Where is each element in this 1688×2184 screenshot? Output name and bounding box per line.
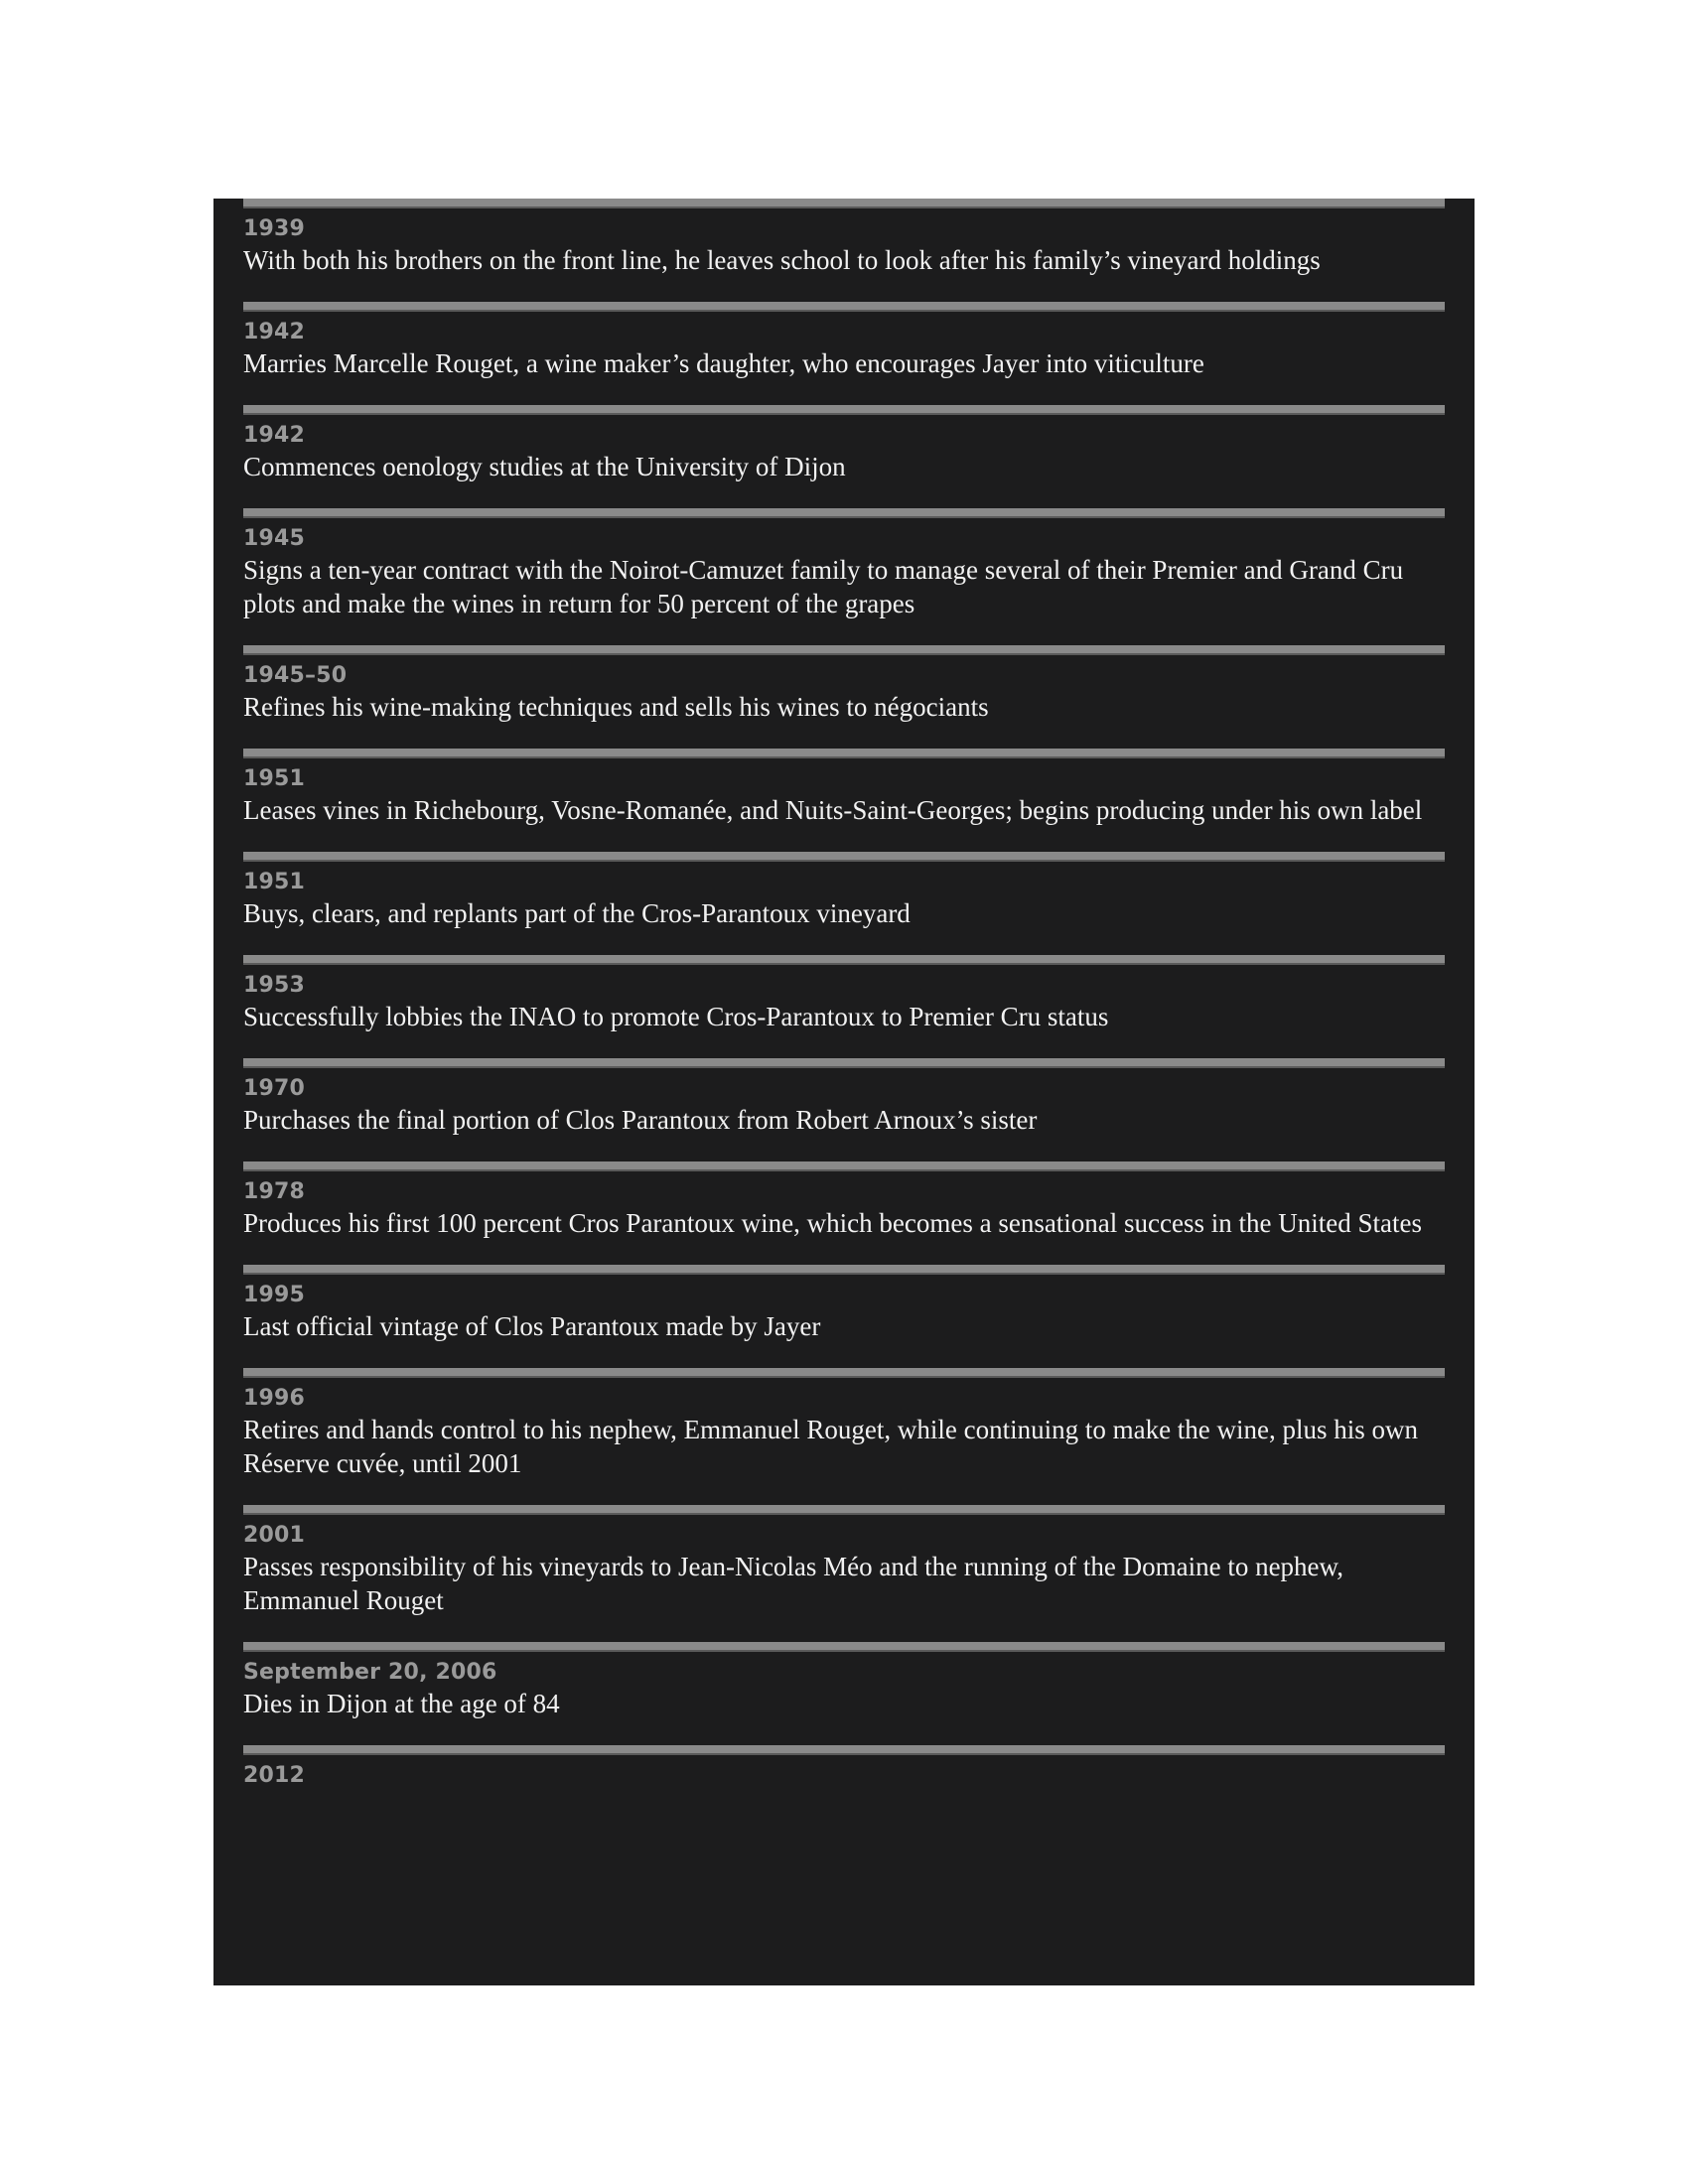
entry-date: 2001 — [243, 1523, 306, 1548]
entry-date: 1953 — [243, 973, 306, 998]
entry-text: Dies in Dijon at the age of 84 — [243, 1689, 560, 1718]
entry-text: With both his brothers on the front line, he leaves school to look after his family’s vineyard holdings — [243, 245, 1321, 275]
timeline-entry — [243, 508, 1445, 620]
timeline-panel — [213, 199, 1475, 1985]
timeline-entry — [243, 1745, 1445, 1790]
timeline-entry — [243, 645, 1445, 724]
entry-text: Marries Marcelle Rouget, a wine maker’s daughter, who encourages Jayer into viticulture — [243, 348, 1204, 378]
timeline-entry — [243, 405, 1445, 483]
entry-text: Leases vines in Richebourg, Vosne-Romanée, and Nuits-Saint-Georges; begins producing under his own label — [243, 795, 1423, 825]
timeline-entry — [243, 199, 1445, 277]
timeline-entry — [243, 1368, 1445, 1480]
timeline-entry — [243, 1642, 1445, 1720]
timeline-entry — [243, 1505, 1445, 1617]
entry-date: 1978 — [243, 1179, 306, 1204]
timeline-entry — [243, 852, 1445, 930]
timeline-entry — [243, 1058, 1445, 1137]
timeline-entry — [243, 1265, 1445, 1343]
entry-text: Buys, clears, and replants part of the Cros-Parantoux vineyard — [243, 898, 911, 928]
timeline-list — [243, 199, 1445, 1815]
entry-date: 1942 — [243, 423, 306, 448]
entry-date: 1996 — [243, 1386, 306, 1411]
timeline-entry — [243, 302, 1445, 380]
entry-text: Refines his wine-making techniques and sells his wines to négociants — [243, 692, 989, 722]
entry-date: 1951 — [243, 870, 306, 894]
entry-text: Produces his first 100 percent Cros Parantoux wine, which becomes a sensational success in the United States — [243, 1208, 1422, 1238]
timeline-entry — [243, 749, 1445, 827]
entry-date: September 20, 2006 — [243, 1660, 497, 1685]
entry-text: Retires and hands control to his nephew, Emmanuel Rouget, while continuing to make the wine, plus his own Réserve cuvée, until 2001 — [243, 1415, 1419, 1478]
timeline-entry — [243, 955, 1445, 1033]
entry-date: 1970 — [243, 1076, 306, 1101]
entry-text: Successfully lobbies the INAO to promote Cros-Parantoux to Premier Cru status — [243, 1002, 1109, 1031]
entry-text: Passes responsibility of his vineyards to Jean-Nicolas Méo and the running of the Domaine to nephew, Emmanuel Rouget — [243, 1552, 1344, 1615]
entry-date: 1945–50 — [243, 663, 348, 688]
entry-date: 1945 — [243, 526, 306, 551]
timeline-entry — [243, 1161, 1445, 1240]
entry-date: 1995 — [243, 1283, 306, 1307]
entry-date: 1939 — [243, 216, 306, 241]
entry-text: Commences oenology studies at the University of Dijon — [243, 452, 846, 481]
entry-date: 2012 — [243, 1763, 306, 1788]
entry-text: Signs a ten-year contract with the Noirot-Camuzet family to manage several of their Premier and Grand Cru plots and make the wines in return for 50 percent of the grapes — [243, 555, 1404, 618]
entry-date: 1951 — [243, 766, 306, 791]
entry-date: 1942 — [243, 320, 306, 344]
entry-text: Last official vintage of Clos Parantoux made by Jayer — [243, 1311, 821, 1341]
entry-text: Purchases the final portion of Clos Parantoux from Robert Arnoux’s sister — [243, 1105, 1038, 1135]
